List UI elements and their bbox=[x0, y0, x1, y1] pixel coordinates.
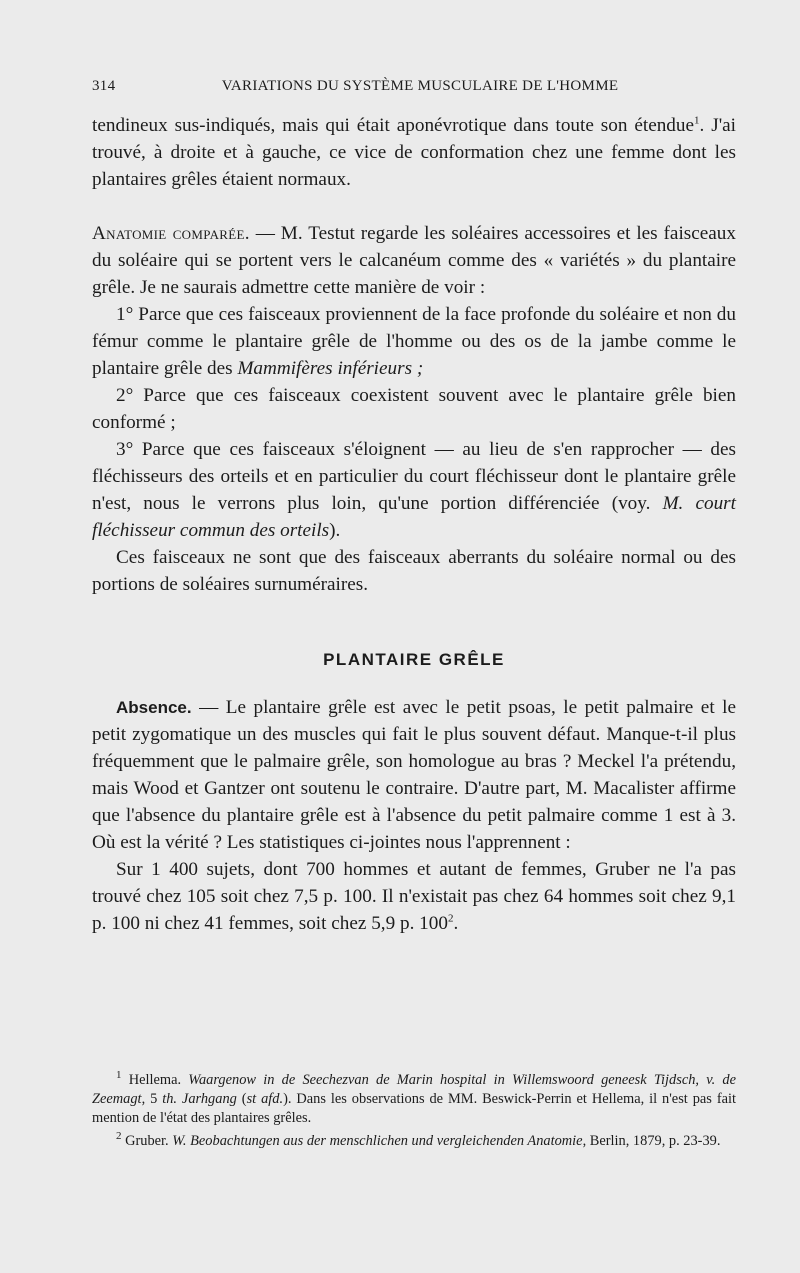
page-number: 314 bbox=[92, 78, 116, 94]
footnotes bbox=[92, 1071, 736, 1151]
body-text bbox=[92, 112, 736, 937]
section-heading: PLANTAIRE GRÊLE bbox=[323, 650, 505, 669]
run-in-heading: Anatomie comparée. bbox=[92, 223, 250, 244]
paragraph-conclusion: Ces faisceaux ne sont que des faisceaux aberrants du soléaire normal ou des portions de soléaires surnuméraires. bbox=[92, 547, 736, 595]
paragraph-reason-3: 3° Parce que ces faisceaux s'éloignent — au lieu de s'en rapprocher — des fléchisseurs des orteils et en particulier du court fléchisseur dont le plantaire grêle n'est, nous le verrons plus loin, qu'une portion différenciée (voy. M. court fléchisseur commun des orteils). bbox=[92, 439, 736, 541]
running-header bbox=[92, 78, 736, 102]
paragraph-reason-1: 1° Parce que ces faisceaux proviennent de la face profonde du soléaire et non du fémur comme le plantaire grêle de l'homme ou des os de la jambe comme le plantaire grêle des Mammifères inférieurs ; bbox=[92, 304, 736, 379]
footnote-ref-2: 2 bbox=[447, 912, 454, 925]
footnote-2: $^2$ Gruber. W. Beobachtungen aus der menschlichen und vergleichenden Anatomie, Berlin, 1879, p. 23-39. bbox=[116, 1130, 721, 1149]
paragraph-absence: Absence. — Le plantaire grêle est avec le petit psoas, le petit palmaire et le petit zygomatique un des muscles qui fait le plus souvent défaut. Manque-t-il plus fréquemment que le palmaire grêle, son homologue au bras ? Meckel l'a prétendu, mais Wood et Gantzer ont soutenu le contraire. D'autre part, M. Macalister affirme que l'absence du plantaire grêle est à l'absence du petit palmaire comme 1 est à 3. Où est la vérité ? Les statistiques ci-jointes nous l'apprennent : bbox=[92, 697, 736, 853]
paragraph-reason-2: 2° Parce que ces faisceaux coexistent souvent avec le plantaire grêle bien conformé ; bbox=[92, 385, 736, 433]
footnote-1: $^1$ Hellema. Waargenow in de Seechezvan de Marin hospital in Willemswoord geneesk Tijdsch, v. de Zeemagt, 5 th. Jarhgang (st afd.). Dans les observations de MM. Beswick-Perrin et Hellema, il n'est pas fait mention de l'état des plantaires grêles. bbox=[92, 1069, 737, 1126]
run-in-heading-absence: Absence. bbox=[116, 698, 192, 717]
paragraph-statistics: Sur 1 400 sujets, dont 700 hommes et autant de femmes, Gruber ne l'a pas trouvé chez 105 soit chez 7,5 p. 100. Il n'existait pas chez 64 hommes soit chez 9,1 p. 100 ni chez 41 femmes, soit chez 5,9 p. $100^2$. bbox=[92, 859, 736, 934]
footnote-ref-1: 1 bbox=[694, 114, 700, 127]
paragraph-anatomie-comparee: Anatomie comparée. — M. Testut regarde les soléaires accessoires et les faisceaux du soléaire qui se portent vers le calcanéum comme des « variétés » du plantaire grêle. Je ne saurais admettre cette manière de voir : bbox=[92, 223, 736, 298]
paragraph-continuation: tendineux sus-indiqués, mais qui était aponévrotique dans toute son étendue$^1$. J'ai trouvé, à droite et à gauche, ce vice de conformation chez une femme dont les plantaires grêles étaient normaux. bbox=[92, 114, 736, 190]
running-title: VARIATIONS DU SYSTÈME MUSCULAIRE DE L'HOMME bbox=[221, 78, 619, 94]
